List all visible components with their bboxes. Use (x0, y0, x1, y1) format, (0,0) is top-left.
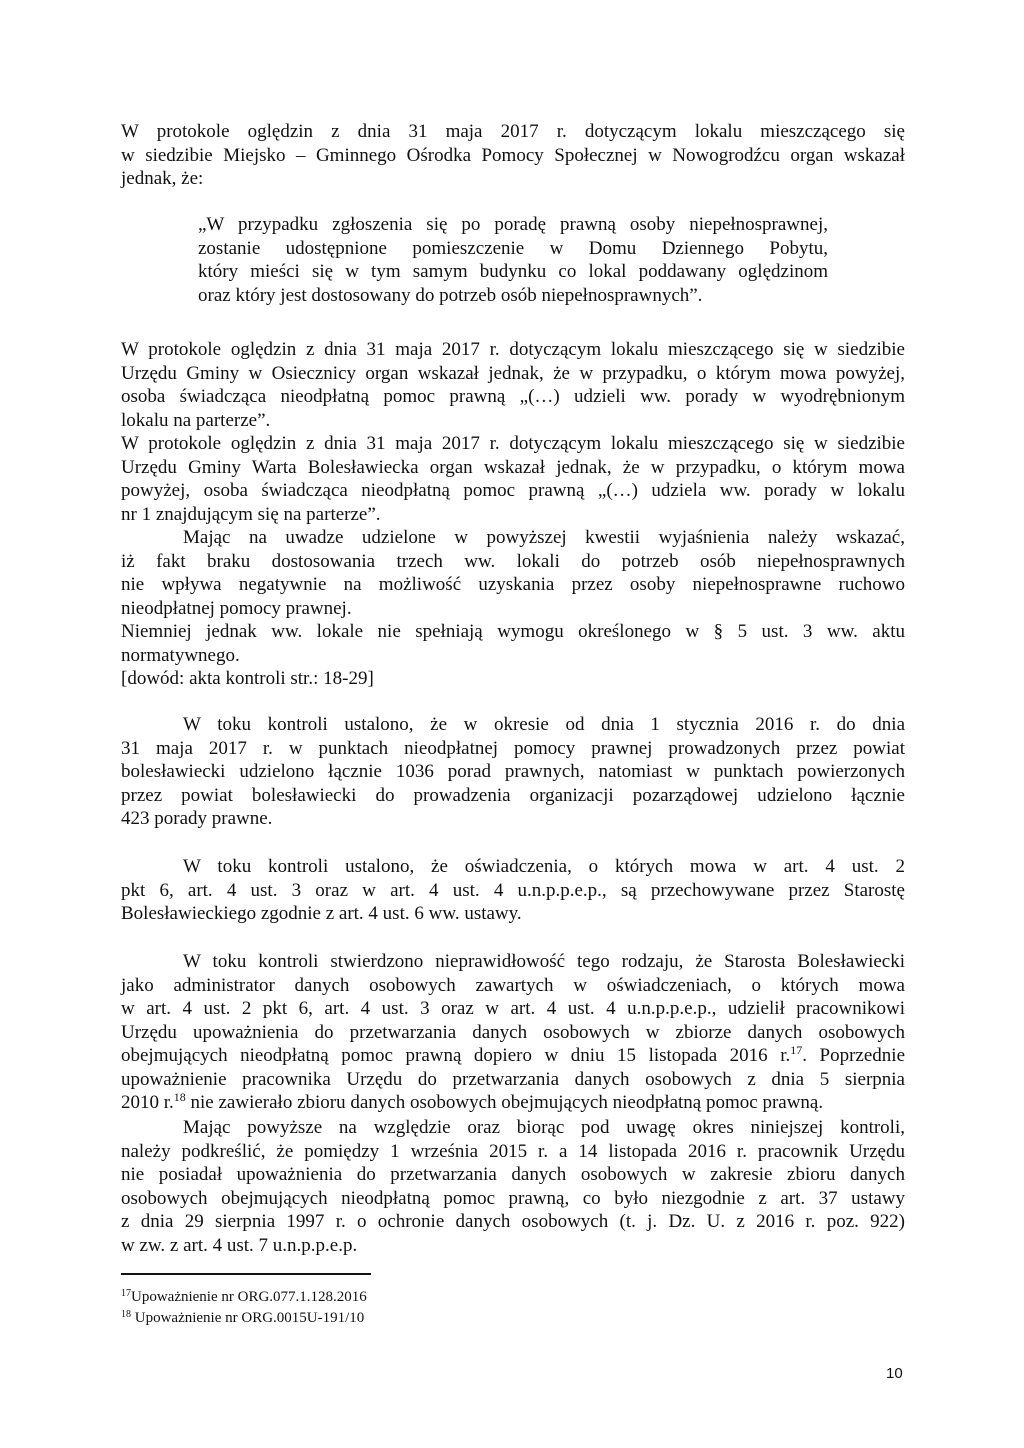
footnote-ref-17: 17 (790, 1043, 803, 1057)
paragraph-2: W protokole oględzin z dnia 31 maja 2017 r. dotyczącym lokalu mieszczącego się w siedzibie Urzędu Gminy w Osiecznicy organ wskazał jednak, że w przypadku, o którym mowa powyżej, osoba świadcząca nieodpłatną pomoc prawną „(…) udzieli ww. porady w wyodrębnionym lokalu na parterze”. (121, 339, 905, 431)
paragraph-4: Mając na uwadze udzielone w powyższej kwestii wyjaśnienia należy wskazać, iż fakt braku dostosowania trzech ww. lokali do potrzeb osób niepełnosprawnych nie wpływa negatywnie na możliwość uzyskania przez osoby niepełnosprawne ruchowo nieodpłatnej pomocy prawnej. (121, 527, 905, 619)
paragraph-7: W toku kontroli ustalono, że oświadczenia, o których mowa w art. 4 ust. 2 pkt 6, art. 4 ust. 3 oraz w art. 4 ust. 4 u.n.p.p.e.p., są przechowywane przez Starostę Bolesławieckiego zgodnie z art. 4 ust. 6 ww. ustawy. (121, 856, 905, 924)
quoted-passage: „W przypadku zgłoszenia się po poradę prawną osoby niepełnosprawnej, zostanie udostępnione pomieszczenie w Domu Dziennego Pobytu, który mieści się w tym samym budynku co lokal poddawany oględzinom oraz który jest dostosowany do potrzeb osób niepełnosprawnych”. (198, 214, 828, 306)
paragraph-6: W toku kontroli ustalono, że w okresie od dnia 1 stycznia 2016 r. do dnia 31 maja 2017 r. w punktach nieodpłatnej pomocy prawnej prowadzonych przez powiat bolesławiecki udzielono łącznie 1036 porad prawnych, natomiast w punktach powierzonych przez powiat bolesławiecki do prowadzenia organizacji pozarządowej udzielono łącznie 423 porady prawne. (121, 714, 905, 829)
page-number: 10 (886, 1365, 903, 1382)
paragraph-8: W toku kontroli stwierdzono nieprawidłowość tego rodzaju, że Starosta Bolesławiecki jako administrator danych osobowych zawartych w oświadczeniach, o których mowa w art. 4 ust. 2 pkt 6, art. 4 ust. 3 oraz w art. 4 ust. 4 u.n.p.p.e.p., udzielił pracownikowi Urzędu upoważnienia do przetwarzania danych osobowych w zbiorze danych osobowych obejmujących nieodpłatną pomoc prawną dopiero w dniu 15 listopada 2016 r.$^{17}$. Poprzednie upoważnienie pracownika Urzędu do przetwarzania danych osobowych z dnia 5 sierpnia 2010 r.$^{18}$ nie zawierało zbioru danych osobowych obejmujących nieodpłatną pomoc prawną. (121, 951, 905, 1113)
paragraph-1: W protokole oględzin z dnia 31 maja 2017 r. dotyczącym lokalu mieszczącego się w siedzibie Miejsko – Gminnego Ośrodka Pomocy Społecznej w Nowogrodźcu organ wskazał jednak, że: (121, 121, 905, 189)
paragraph-5: Niemniej jednak ww. lokale nie spełniają wymogu określonego w § 5 ust. 3 ww. aktu normatywnego. (121, 621, 905, 666)
footnote-separator (121, 1273, 371, 1275)
paragraph-8-line-7: 2010 r.$^{18}$ nie zawierało zbioru danych osobowych obejmujących nieodpłatną pomoc prawną. (121, 1090, 824, 1113)
footnote-ref-18: 18 (173, 1090, 186, 1104)
paragraph-3: W protokole oględzin z dnia 31 maja 2017 r. dotyczącym lokalu mieszczącego się w siedzibie Urzędu Gminy Warta Bolesławiecka organ wskazał jednak, że w przypadku, o którym mowa powyżej, osoba świadcząca nieodpłatną pomoc prawną „(…) udziela ww. porady w lokalu nr 1 znajdującym się na parterze”. (121, 433, 905, 525)
paragraph-9: Mając powyższe na względzie oraz biorąc pod uwagę okres niniejszej kontroli, należy podkreślić, że pomiędzy 1 września 2015 r. a 14 listopada 2016 r. pracownik Urzędu nie posiadał upoważnienia do przetwarzania danych osobowych w zakresie zbioru danych osobowych obejmujących nieodpłatną pomoc prawną, co było niezgodnie z art. 37 ustawy z dnia 29 sierpnia 1997 r. o ochronie danych osobowych (t. j. Dz. U. z 2016 r. poz. 922) w zw. z art. 4 ust. 7 u.n.p.p.e.p. (121, 1117, 905, 1256)
evidence-note: [dowód: akta kontroli str.: 18-29] (121, 668, 374, 689)
footnote-17: $^{17}$Upoważnienie nr ORG.077.1.128.2016 (121, 1288, 367, 1305)
paragraph-8-line-5: obejmujących nieodpłatną pomoc prawną dopiero w dniu 15 listopada 2016 r.$^{17}$. Poprzednie (121, 1043, 905, 1066)
footnote-18: $^{18}$ Upoważnienie nr ORG.0015U-191/10 (121, 1309, 365, 1326)
